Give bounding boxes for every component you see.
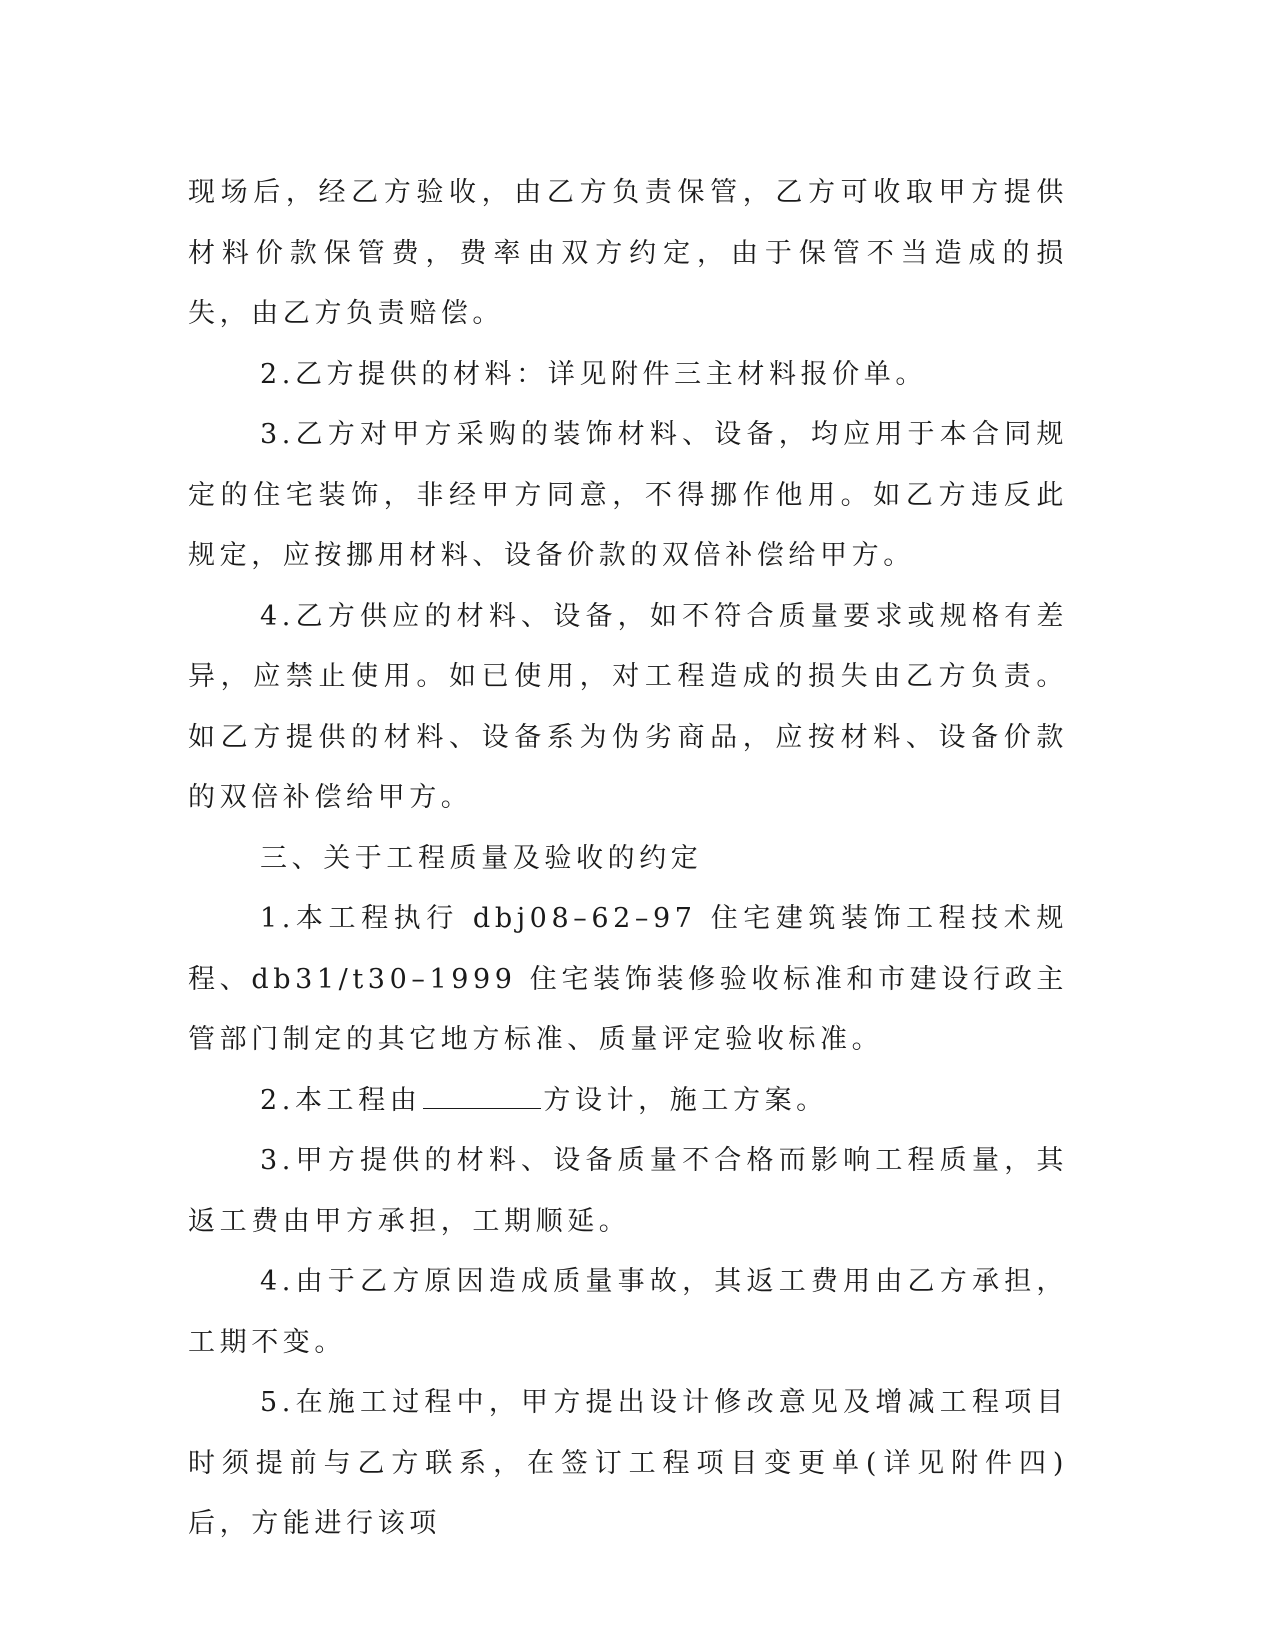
document-body	[188, 163, 1068, 1555]
paragraph-item-3-materials-use: 3.乙方对甲方采购的装饰材料、设备，均应用于本合同规定的住宅装饰，非经甲方同意，不得挪作他用。如乙方违反此规定，应按挪用材料、设备价款的双倍补偿给甲方。	[188, 419, 1068, 571]
paragraph-section3-item-4: 4.由于乙方原因造成质量事故，其返工费用由乙方承担，工期不变。	[188, 1266, 1068, 1358]
paragraph-section3-item-3: 3.甲方提供的材料、设备质量不合格而影响工程质量，其返工费由甲方承担，工期顺延。	[188, 1145, 1068, 1237]
paragraph-section3-item-2	[188, 1071, 1068, 1132]
fill-in-blank-line	[423, 1086, 541, 1109]
paragraph-item-4-materials-quality: 4.乙方供应的材料、设备，如不符合质量要求或规格有差异，应禁止使用。如已使用，对工程造成的损失由乙方负责。如乙方提供的材料、设备系为伪劣商品，应按材料、设备价款的双倍补偿给甲方。	[188, 600, 1068, 813]
paragraph-item-2-materials: 2.乙方提供的材料：详见附件三主材料报价单。	[260, 358, 927, 390]
paragraph-section3-item-5: 5.在施工过程中，甲方提出设计修改意见及增减工程项目时须提前与乙方联系，在签订工程项目变更单(详见附件四)后，方能进行该项	[188, 1387, 1068, 1539]
paragraph-section3-item-2-start: 2.本工程由	[260, 1084, 422, 1116]
paragraph-continued: 现场后，经乙方验收，由乙方负责保管，乙方可收取甲方提供材料价款保管费，费率由双方约定，由于保管不当造成的损失，由乙方负责赔偿。	[188, 177, 1068, 329]
paragraph-section3-item-2-end: 方设计，施工方案。	[543, 1084, 828, 1116]
section-heading-quality-acceptance: 三、关于工程质量及验收的约定	[260, 842, 703, 874]
paragraph-section3-item-1: 1.本工程执行 dbj08–62–97 住宅建筑装饰工程技术规程、db31/t30–1999 住宅装饰装修验收标准和市建设行政主管部门制定的其它地方标准、质量评定验收标准。	[188, 903, 1068, 1055]
